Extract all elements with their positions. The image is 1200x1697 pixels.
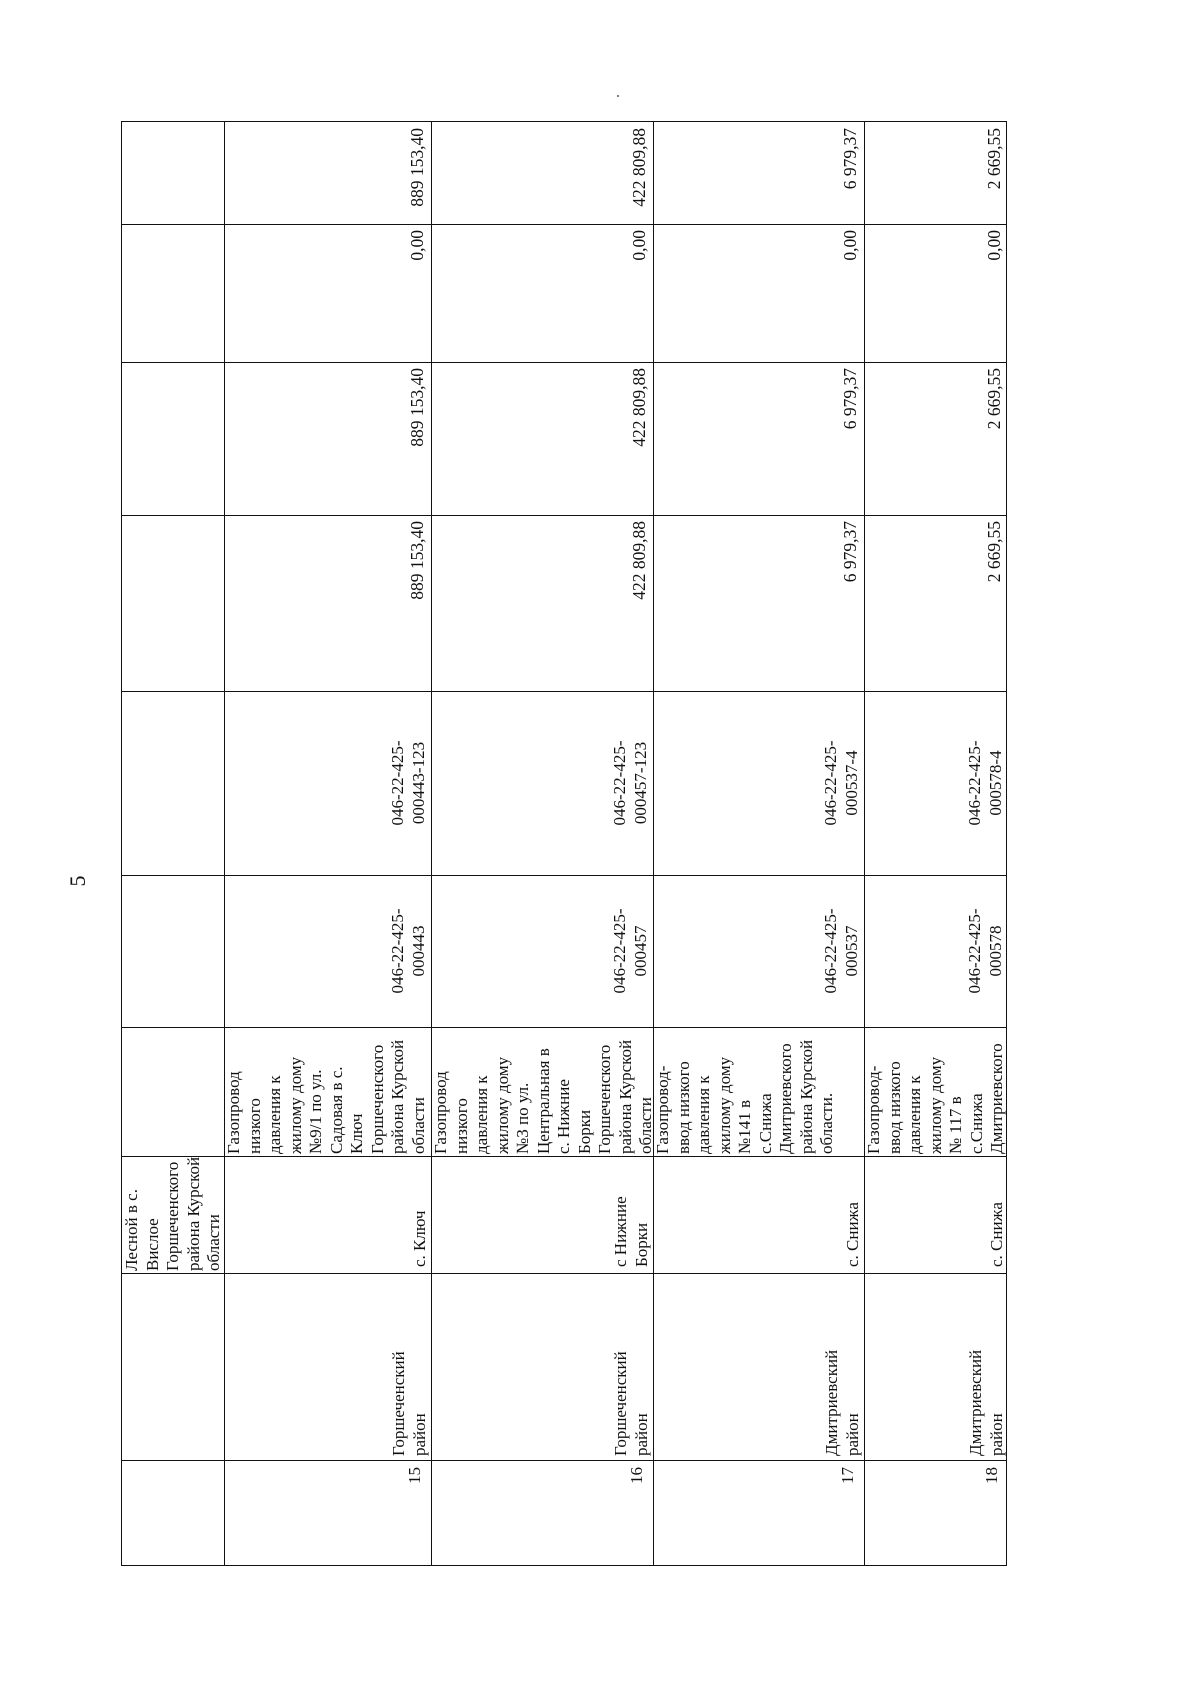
row-18-amount-cell bbox=[864, 515, 1008, 691]
row-17-code-ext-cell bbox=[653, 691, 864, 875]
district: Дмитриевский район bbox=[966, 1349, 1006, 1456]
row-18-code-cell bbox=[864, 875, 1008, 1027]
object-code: 046-22-425- 000578 bbox=[965, 908, 1005, 994]
object-name: Газопровод- ввод низкого давления к жилому дому №141 в с.Снижа Дмитриевского района Курской области. bbox=[653, 1039, 836, 1154]
row-16-number-cell bbox=[431, 1460, 653, 1567]
district: Горшеченский район bbox=[611, 1351, 651, 1456]
row-15-amount-4-cell bbox=[224, 122, 431, 224]
object-code-ext: 046-22-425- 000537-4 bbox=[821, 740, 861, 826]
row-18-object-cell bbox=[864, 1027, 1008, 1156]
amount-2: 422 809,88 bbox=[628, 368, 649, 447]
data-table bbox=[121, 121, 1007, 1566]
row-16-code-cell bbox=[431, 875, 653, 1027]
row-17-code-cell bbox=[653, 875, 864, 1027]
settlement: с Нижние Борки bbox=[611, 1196, 651, 1267]
scan-speck bbox=[617, 95, 619, 97]
amount-3: 0,00 bbox=[628, 230, 649, 261]
continued-object-name: Лесной в с. Вислое Горшеченского района Курской области bbox=[122, 1156, 223, 1271]
row-number: 15 bbox=[404, 1467, 424, 1484]
settlement: с. Ключ bbox=[409, 1210, 429, 1267]
row-18-amount-2-cell bbox=[864, 362, 1008, 515]
amount-3: 0,00 bbox=[983, 230, 1004, 261]
amount: 6 979,37 bbox=[839, 521, 860, 583]
row-15-amount-2-cell bbox=[224, 362, 431, 515]
object-code: 046-22-425- 000537 bbox=[821, 908, 861, 994]
district: Горшеченский район bbox=[389, 1351, 429, 1456]
row-18-settlement-cell bbox=[864, 1156, 1008, 1273]
row-15-number-cell bbox=[224, 1460, 431, 1567]
row-16-district-cell bbox=[431, 1273, 653, 1460]
amount-2: 889 153,40 bbox=[406, 368, 427, 447]
object-name: Газопровод низкого давления к жилому дому №9/1 по ул. Садовая в с. Ключ Горшеченского района Курской области bbox=[224, 1039, 428, 1154]
amount-4: 889 153,40 bbox=[406, 128, 427, 207]
page-number: 5 bbox=[65, 875, 90, 887]
row-15-settlement-cell bbox=[224, 1156, 431, 1273]
row-15-code-cell bbox=[224, 875, 431, 1027]
row-16-object-cell bbox=[431, 1027, 653, 1156]
settlement: с. Снижа bbox=[986, 1202, 1006, 1267]
row-18-district-cell bbox=[864, 1273, 1008, 1460]
row-15-amount-3-cell bbox=[224, 224, 431, 362]
object-code-ext: 046-22-425- 000457-123 bbox=[610, 740, 650, 826]
row-18-amount-3-cell bbox=[864, 224, 1008, 362]
row-18-code-ext-cell bbox=[864, 691, 1008, 875]
row-16-amount-cell bbox=[431, 515, 653, 691]
amount-4: 2 669,55 bbox=[983, 128, 1004, 190]
row-17-district-cell bbox=[653, 1273, 864, 1460]
row-18-amount-4-cell bbox=[864, 122, 1008, 224]
amount: 422 809,88 bbox=[628, 521, 649, 600]
object-name: Газопровод- ввод низкого давления к жилому дому № 117 в с.Снижа Дмитриевского bbox=[864, 1043, 1006, 1154]
amount-3: 0,00 bbox=[839, 230, 860, 261]
settlement: с. Снижа bbox=[842, 1202, 862, 1267]
row-16-settlement-cell bbox=[431, 1156, 653, 1273]
amount-4: 422 809,88 bbox=[628, 128, 649, 207]
row-number: 17 bbox=[837, 1467, 857, 1484]
row-16-amount-3-cell bbox=[431, 224, 653, 362]
row-number: 18 bbox=[981, 1467, 1001, 1484]
row-15-code-ext-cell bbox=[224, 691, 431, 875]
row-17-amount-4-cell bbox=[653, 122, 864, 224]
row-17-amount-cell bbox=[653, 515, 864, 691]
row-15-object-cell bbox=[224, 1027, 431, 1156]
amount-2: 6 979,37 bbox=[839, 368, 860, 430]
row-17-amount-3-cell bbox=[653, 224, 864, 362]
continued-object-cell bbox=[122, 1156, 224, 1273]
row-16-amount-4-cell bbox=[431, 122, 653, 224]
amount-2: 2 669,55 bbox=[983, 368, 1004, 430]
object-name: Газопровод низкого давления к жилому дому №3 по ул. Центральная в с. Нижние Борки Горшеченского района Курской области bbox=[431, 1039, 655, 1154]
amount-3: 0,00 bbox=[406, 230, 427, 261]
object-code: 046-22-425- 000443 bbox=[388, 908, 428, 994]
row-17-amount-2-cell bbox=[653, 362, 864, 515]
object-code: 046-22-425- 000457 bbox=[610, 908, 650, 994]
row-15-amount-cell bbox=[224, 515, 431, 691]
row-17-object-cell bbox=[653, 1027, 864, 1156]
row-16-amount-2-cell bbox=[431, 362, 653, 515]
amount-4: 6 979,37 bbox=[839, 128, 860, 190]
row-17-number-cell bbox=[653, 1460, 864, 1567]
row-17-settlement-cell bbox=[653, 1156, 864, 1273]
row-15-district-cell bbox=[224, 1273, 431, 1460]
row-16-code-ext-cell bbox=[431, 691, 653, 875]
row-18-number-cell bbox=[864, 1460, 1008, 1567]
row-number: 16 bbox=[626, 1467, 646, 1484]
object-code-ext: 046-22-425- 000443-123 bbox=[388, 740, 428, 826]
district: Дмитриевский район bbox=[822, 1349, 862, 1456]
object-code-ext: 046-22-425- 000578-4 bbox=[965, 740, 1005, 826]
amount: 2 669,55 bbox=[983, 521, 1004, 583]
amount: 889 153,40 bbox=[406, 521, 427, 600]
